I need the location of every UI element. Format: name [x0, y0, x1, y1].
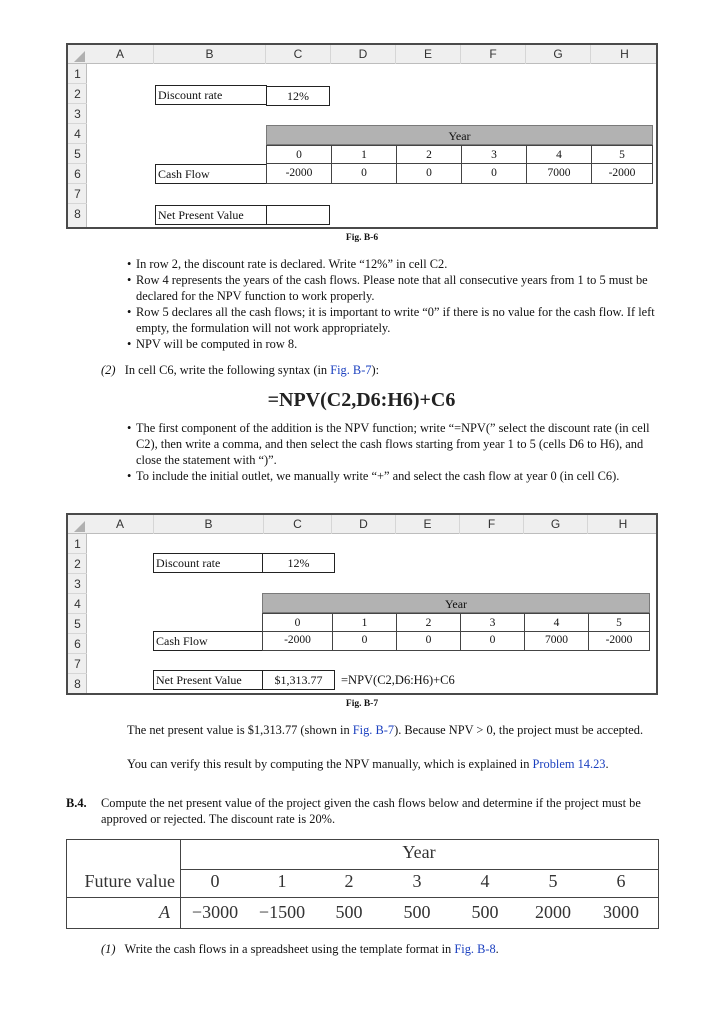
step-2-instruction: [101, 362, 661, 378]
row-header-1[interactable]: 1: [68, 534, 87, 554]
bullet-item: • In row 2, the discount rate is declared. Write “12%” in cell C2.: [127, 256, 657, 272]
step-text-after: .: [495, 942, 499, 956]
cell-g6-cash-flow[interactable]: 7000: [526, 164, 591, 184]
table-value-cell: 500: [403, 902, 431, 922]
row-label-a: A: [159, 902, 170, 922]
step-1-instruction: [101, 941, 661, 957]
table-value-cell: 2000: [535, 902, 571, 922]
table-value-cell: 3000: [603, 902, 639, 922]
table-year-header: Year: [402, 842, 436, 862]
figure-caption-b7: Fig. B-7: [345, 699, 379, 709]
table-year-cell: 5: [548, 871, 558, 891]
cell-h5-year[interactable]: 5: [591, 145, 653, 164]
table-year-cell: 0: [210, 871, 220, 891]
column-header-c[interactable]: C: [266, 45, 331, 64]
result-paragraph: [127, 722, 652, 738]
cell-f5-year[interactable]: 3: [460, 613, 524, 632]
problem-link[interactable]: Problem 14.23: [532, 757, 606, 771]
explanation-bullets-2: [127, 420, 657, 484]
bullet-item: • The first component of the addition is the NPV function; write “=NPV(” select the discount rate (in cell C2), then write a comma, and then select the cash flows starting from year 1 to 5 (cells D6 to H6), and close the statement with “)”.: [127, 420, 657, 468]
cell-c2-discount-value[interactable]: 12%: [262, 553, 335, 573]
year-header-band: Year: [266, 125, 653, 145]
npv-formula-annotation: =NPV(C2,D6:H6)+C6: [341, 673, 455, 687]
row-header-5[interactable]: 5: [68, 144, 87, 164]
problem-b4: [66, 795, 660, 827]
cell-b2-discount-label[interactable]: Discount rate: [155, 85, 267, 105]
column-header-g[interactable]: G: [526, 45, 591, 64]
cell-e5-year[interactable]: 2: [396, 613, 460, 632]
row-header-7[interactable]: 7: [68, 184, 87, 204]
figure-link-b7[interactable]: Fig. B-7: [352, 723, 395, 737]
column-header-d[interactable]: D: [332, 515, 396, 534]
table-value-cell: 500: [335, 902, 363, 922]
select-all-corner[interactable]: [68, 45, 87, 64]
column-header-g[interactable]: G: [524, 515, 588, 534]
column-header-e[interactable]: E: [396, 515, 460, 534]
cell-h5-year[interactable]: 5: [588, 613, 650, 632]
row-header-6[interactable]: 6: [68, 634, 87, 654]
cell-b8-npv-label[interactable]: Net Present Value: [153, 670, 263, 690]
row-header-8[interactable]: 8: [74, 207, 81, 221]
cell-c2-discount-value[interactable]: 12%: [266, 86, 330, 106]
column-header-e[interactable]: E: [396, 45, 461, 64]
row-header-bar: [68, 534, 87, 693]
npv-formula: =NPV(C2,D6:H6)+C6: [267, 389, 456, 411]
cell-c6-cash-flow[interactable]: -2000: [266, 164, 331, 184]
row-header-3[interactable]: 3: [68, 104, 87, 124]
column-header-f[interactable]: F: [460, 515, 524, 534]
cell-f6-cash-flow[interactable]: 0: [461, 164, 526, 184]
column-header-a[interactable]: A: [87, 515, 154, 534]
cell-c8-npv-value[interactable]: [266, 205, 330, 225]
bullet-item: • To include the initial outlet, we manually write “+” and select the cash flow at year 0 (in cell C6).: [127, 468, 657, 484]
step-number: (1): [101, 942, 116, 956]
table-year-cell: 1: [277, 871, 287, 891]
step-text-before: Write the cash flows in a spreadsheet using the template format in: [124, 942, 455, 956]
row-header-2[interactable]: 2: [68, 84, 87, 104]
select-all-corner[interactable]: [68, 515, 87, 534]
column-header-b[interactable]: B: [154, 515, 264, 534]
problem-label: B.4.: [66, 796, 87, 810]
row-header-1[interactable]: 1: [68, 64, 87, 84]
table-year-cell: 4: [480, 871, 490, 891]
cell-e5-year[interactable]: 2: [396, 145, 461, 164]
row-header-3[interactable]: 3: [68, 574, 87, 594]
cell-c5-year[interactable]: 0: [262, 613, 332, 632]
cell-h6-cash-flow[interactable]: -2000: [588, 631, 650, 651]
verify-paragraph: [127, 756, 652, 772]
cell-c6-cash-flow[interactable]: -2000: [262, 631, 332, 651]
cell-b6-cash-flow-label[interactable]: Cash Flow: [153, 631, 263, 651]
cell-g5-year[interactable]: 4: [524, 613, 588, 632]
cell-g5-year[interactable]: 4: [526, 145, 591, 164]
result-text-before: The net present value is $1,313.77 (shown in: [127, 723, 353, 737]
row-header-4[interactable]: 4: [68, 124, 87, 144]
cell-c5-year[interactable]: 0: [266, 145, 331, 164]
table-year-cell: 2: [344, 871, 354, 891]
spreadsheet-fig-b7: [66, 513, 658, 695]
bullet-item: • NPV will be computed in row 8.: [127, 336, 657, 352]
table-value-cell: 500: [471, 902, 499, 922]
cell-d6-cash-flow[interactable]: 0: [331, 164, 396, 184]
result-text-after: ). Because NPV > 0, the project must be accepted.: [394, 723, 644, 737]
bullet-item: • Row 4 represents the years of the cash flows. Please note that all consecutive years from 1 to 5 must be declared for the NPV function to work properly.: [127, 272, 657, 304]
table-year-cell: 3: [412, 871, 422, 891]
table-row-divider: [67, 897, 658, 898]
verify-text-before: You can verify this result by computing the NPV manually, which is explained in: [127, 757, 533, 771]
cell-e6-cash-flow[interactable]: 0: [396, 164, 461, 184]
explanation-bullets-1: [127, 256, 657, 352]
year-header-band: Year: [262, 593, 650, 613]
step-number: (2): [101, 363, 116, 377]
row-header-2[interactable]: 2: [68, 554, 87, 574]
bullet-item: • Row 5 declares all the cash flows; it is important to write “0” if there is no value for the cash flow. If left empty, the formulation will not work appropriately.: [127, 304, 657, 336]
column-header-c[interactable]: C: [264, 515, 332, 534]
row-header-5[interactable]: 5: [68, 614, 87, 634]
cell-h6-cash-flow[interactable]: -2000: [591, 164, 653, 184]
cell-b6-cash-flow-label[interactable]: Cash Flow: [155, 164, 267, 184]
cell-b8-npv-label[interactable]: Net Present Value: [155, 205, 267, 225]
cell-f6-cash-flow[interactable]: 0: [460, 631, 524, 651]
verify-text-after: .: [605, 757, 609, 771]
figure-caption-b6: Fig. B-6: [345, 233, 379, 243]
row-header-8[interactable]: 8: [74, 677, 81, 691]
cell-e6-cash-flow[interactable]: 0: [396, 631, 460, 651]
column-header-h[interactable]: H: [620, 47, 629, 61]
column-header-h[interactable]: H: [618, 517, 628, 531]
cell-f5-year[interactable]: 3: [461, 145, 526, 164]
figure-link-b7[interactable]: Fig. B-7: [330, 363, 372, 377]
row-header-bar: [68, 64, 87, 227]
figure-link-b8[interactable]: Fig. B-8: [454, 942, 496, 956]
row-header-4[interactable]: 4: [68, 594, 87, 614]
column-header-f[interactable]: F: [461, 45, 526, 64]
spreadsheet-fig-b6: [66, 43, 658, 229]
cell-c8-npv-value[interactable]: $1,313.77: [262, 670, 335, 690]
cell-d5-year[interactable]: 1: [331, 145, 396, 164]
table-year-cell: 6: [616, 871, 626, 891]
table-row-divider: [180, 869, 658, 870]
cell-d6-cash-flow[interactable]: 0: [332, 631, 396, 651]
problem-cash-flow-table: [66, 839, 659, 929]
table-value-cell: −3000: [191, 902, 239, 922]
cell-g6-cash-flow[interactable]: 7000: [524, 631, 588, 651]
row-header-6[interactable]: 6: [68, 164, 87, 184]
column-header-b[interactable]: B: [154, 45, 266, 64]
cell-b2-discount-label[interactable]: Discount rate: [153, 553, 263, 573]
cell-d5-year[interactable]: 1: [332, 613, 396, 632]
row-header-7[interactable]: 7: [68, 654, 87, 674]
step-text-before: In cell C6, write the following syntax (in: [124, 363, 331, 377]
problem-text: Compute the net present value of the project given the cash flows below and determine if the project must be approved or rejected. The discount rate is 20%.: [101, 796, 641, 826]
column-header-d[interactable]: D: [331, 45, 396, 64]
step-text-after: ):: [371, 363, 380, 377]
row-label-future-value: Future value: [84, 871, 175, 891]
table-value-cell: −1500: [258, 902, 306, 922]
column-header-a[interactable]: A: [87, 45, 154, 64]
